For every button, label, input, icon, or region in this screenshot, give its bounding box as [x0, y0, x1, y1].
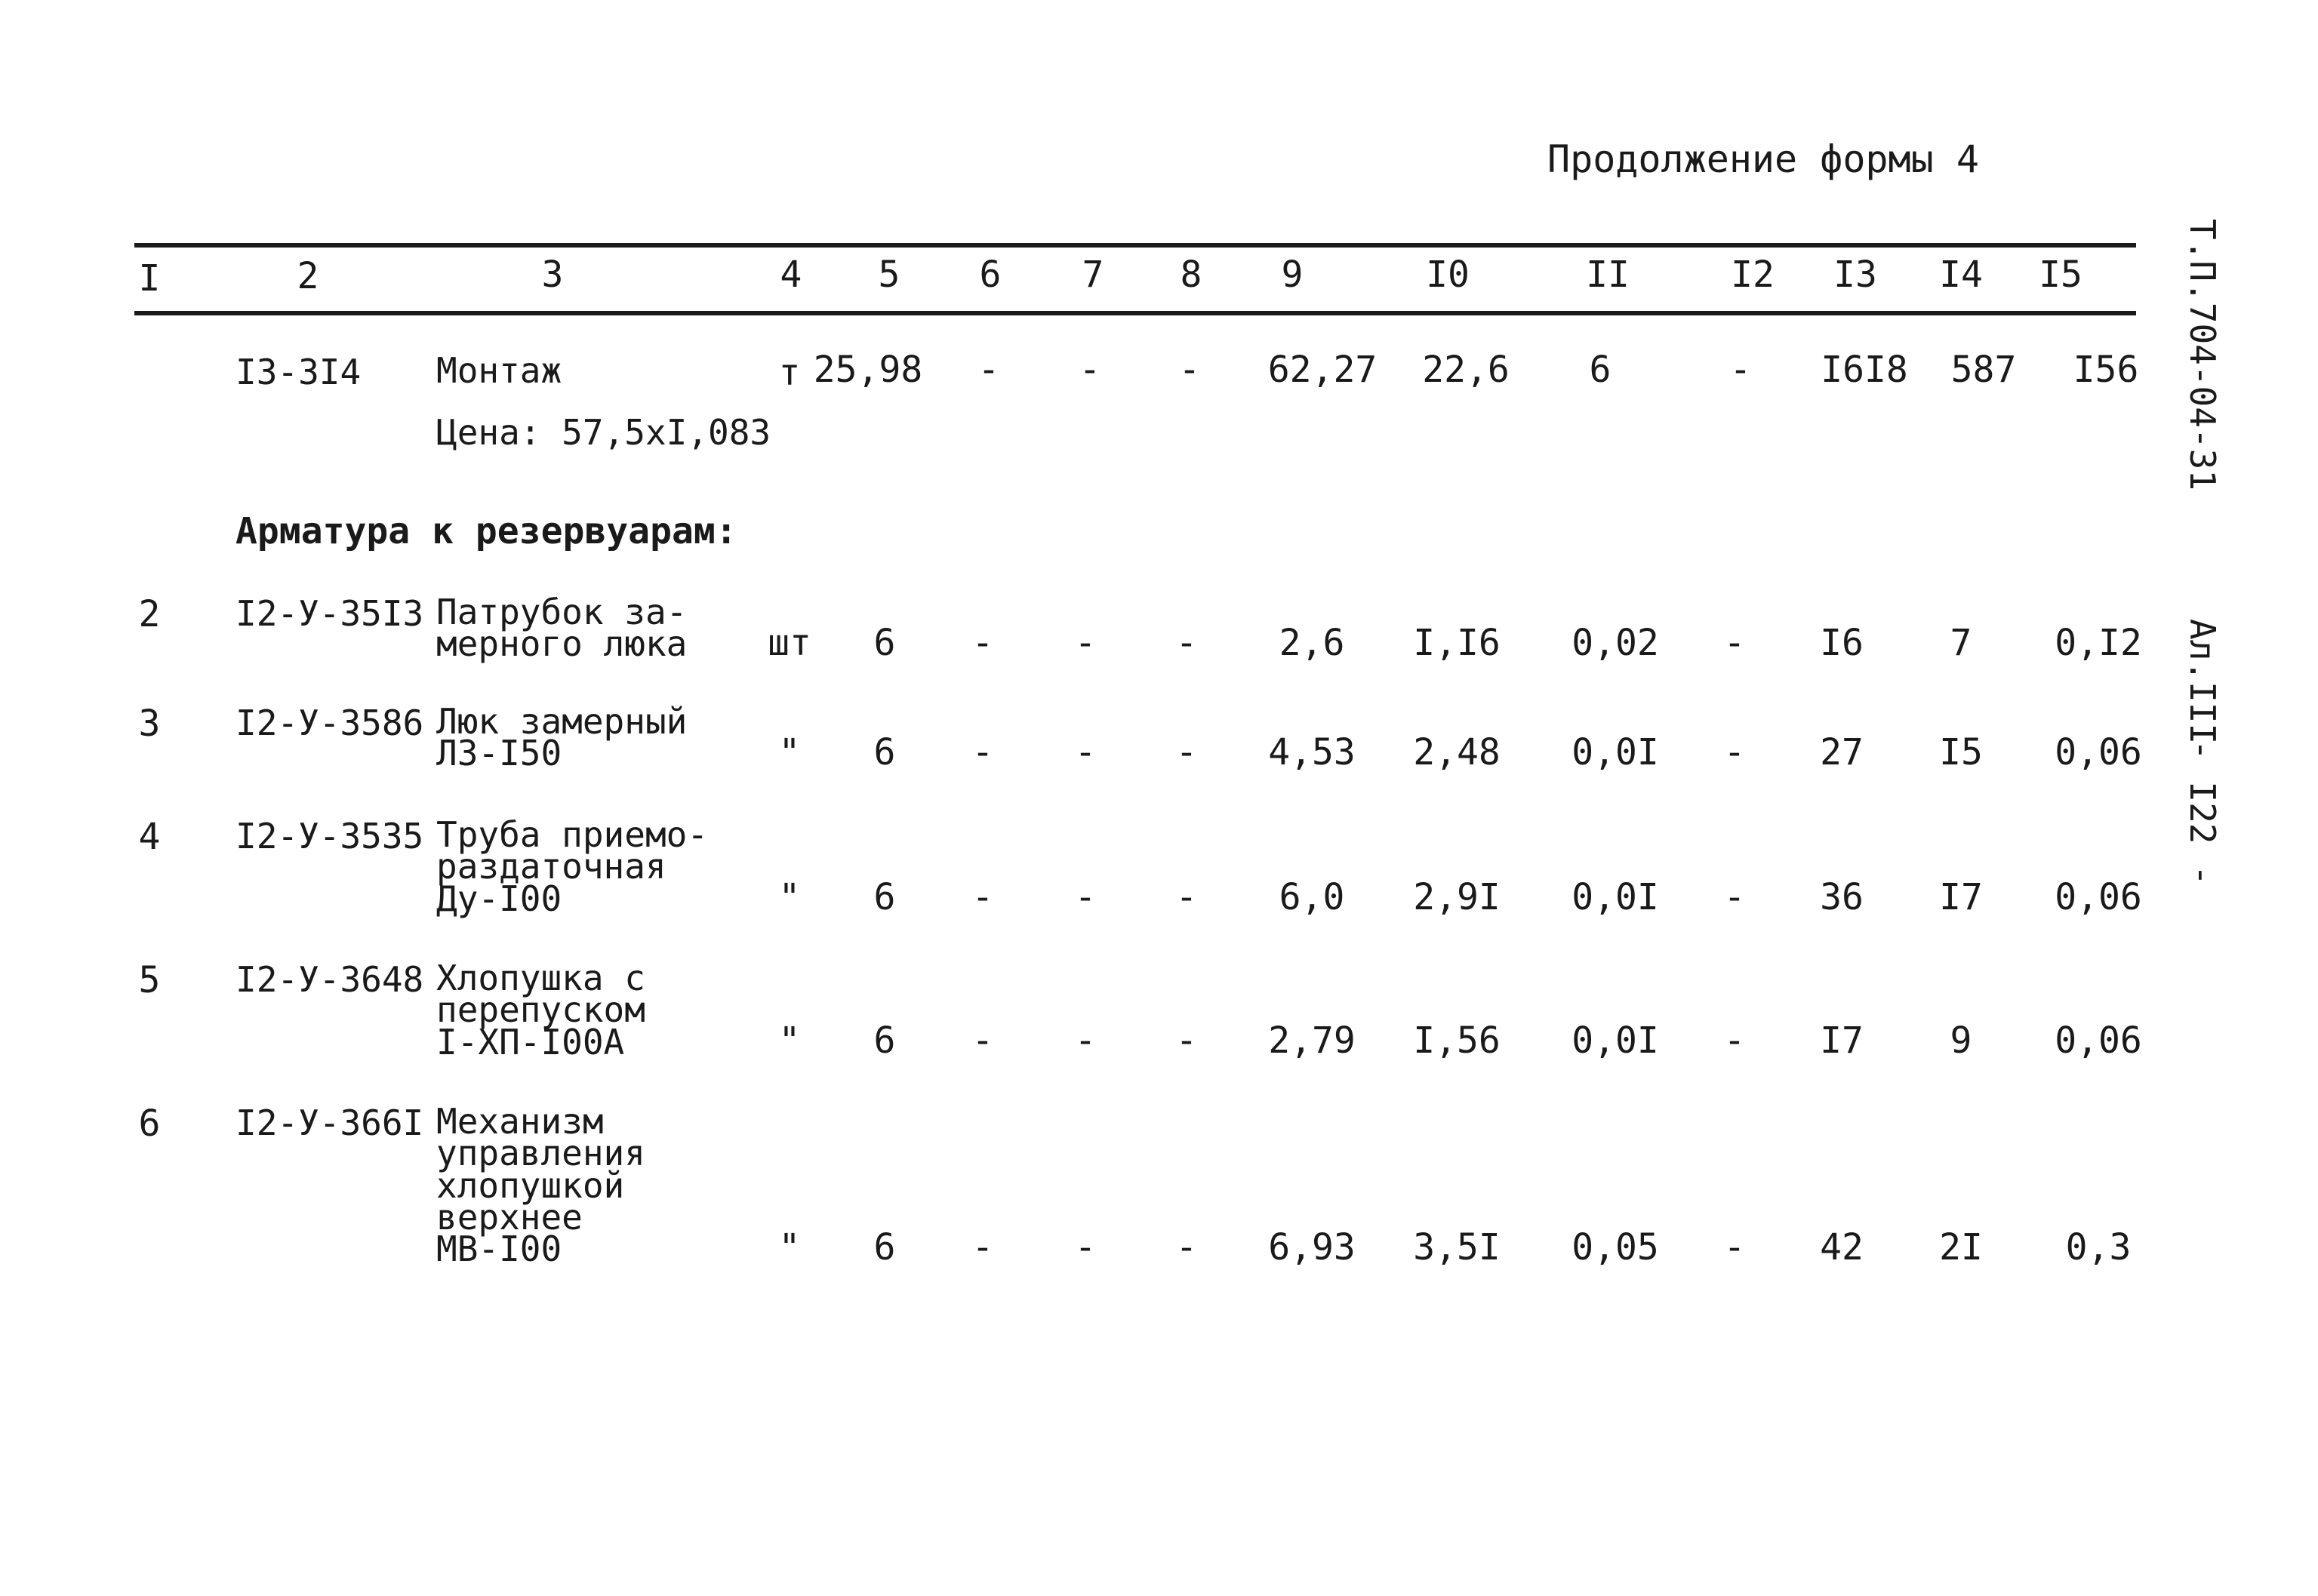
- column-number: II: [1586, 254, 1630, 296]
- row-number: 5: [138, 959, 161, 1001]
- side-page-number: - I22 -: [2182, 740, 2223, 886]
- header-bottom-rule: [134, 311, 2136, 315]
- column-number: I5: [2039, 254, 2083, 296]
- continuation-caption: Продолжение формы 4: [1547, 137, 1979, 181]
- item-name: Труба приемо- раздаточная Ду-I00: [436, 814, 709, 919]
- work-name: Монтаж: [436, 350, 562, 391]
- section-title: Арматура к резервуарам:: [235, 510, 737, 552]
- cell-11: 6: [1589, 349, 1612, 391]
- cell-14: 2I: [1939, 1226, 1983, 1268]
- unit: ": [778, 731, 801, 773]
- column-number: I4: [1939, 254, 1983, 296]
- cell-7: -: [1074, 1226, 1097, 1268]
- cell-15: 0,06: [2055, 731, 2142, 773]
- cell-12: -: [1723, 1019, 1746, 1062]
- cell-13: 27: [1820, 731, 1864, 773]
- column-number: I3: [1833, 254, 1877, 296]
- cell-8: -: [1175, 876, 1198, 918]
- cell-10: 2,48: [1413, 731, 1501, 773]
- cell-15: 0,3: [2065, 1226, 2132, 1268]
- column-number: 9: [1281, 254, 1304, 296]
- cell-13: I6I8: [1821, 349, 1908, 391]
- cell-10: I,I6: [1413, 622, 1501, 664]
- row-number: 2: [138, 593, 161, 635]
- header-top-rule: [134, 243, 2136, 248]
- cell-6: -: [977, 349, 1000, 391]
- cell-14: 7: [1950, 622, 1972, 664]
- norm-code: I2-У-3535: [235, 816, 424, 856]
- column-number: 3: [541, 254, 564, 296]
- cell-9: 62,27: [1267, 349, 1378, 391]
- unit: ": [778, 1019, 801, 1062]
- column-number: 2: [297, 255, 319, 297]
- cell-12: -: [1723, 731, 1746, 773]
- column-number: 6: [979, 254, 1002, 296]
- quantity: 6: [873, 1019, 896, 1062]
- cell-8: -: [1175, 731, 1198, 773]
- unit: шт: [768, 622, 811, 664]
- cell-13: 42: [1820, 1226, 1864, 1268]
- item-name: Патрубок за- мерного люка: [436, 592, 688, 665]
- cell-9: 2,6: [1279, 622, 1345, 664]
- cell-15: 0,I2: [2055, 622, 2142, 664]
- unit: т: [778, 352, 801, 394]
- cell-7: -: [1074, 876, 1097, 918]
- column-number: 4: [780, 254, 802, 296]
- cell-8: -: [1175, 622, 1198, 664]
- cell-10: 22,6: [1422, 349, 1510, 391]
- column-number: I0: [1426, 254, 1470, 296]
- unit: ": [778, 876, 801, 918]
- column-number: 8: [1180, 254, 1202, 296]
- row-number: 4: [138, 816, 161, 858]
- cell-6: -: [971, 731, 994, 773]
- cell-14: I7: [1939, 876, 1983, 918]
- quantity: 6: [873, 731, 896, 773]
- column-number: I: [138, 257, 161, 300]
- cell-14: 9: [1950, 1019, 1972, 1062]
- cell-11: 0,05: [1571, 1226, 1659, 1268]
- cell-15: 0,06: [2055, 1019, 2142, 1062]
- cell-12: -: [1723, 622, 1746, 664]
- cell-12: -: [1723, 876, 1746, 918]
- cell-11: 0,0I: [1571, 876, 1659, 918]
- cell-15: I56: [2073, 349, 2139, 391]
- cell-8: -: [1178, 349, 1201, 391]
- row-number: 3: [138, 703, 161, 745]
- cell-9: 6,0: [1279, 876, 1345, 918]
- cell-8: -: [1175, 1226, 1198, 1268]
- cell-11: 0,0I: [1571, 1019, 1659, 1062]
- cell-7: -: [1074, 1019, 1097, 1062]
- cell-7: -: [1074, 622, 1097, 664]
- norm-code: I2-У-366I: [235, 1102, 424, 1143]
- unit: ": [778, 1226, 801, 1268]
- cell-9: 6,93: [1268, 1226, 1356, 1268]
- cell-6: -: [971, 622, 994, 664]
- side-document-code: Т.П.704-04-31: [2182, 219, 2223, 491]
- cell-10: 3,5I: [1413, 1226, 1501, 1268]
- cell-10: I,56: [1413, 1019, 1501, 1062]
- cell-12: -: [1729, 349, 1752, 391]
- cell-11: 0,02: [1571, 622, 1659, 664]
- cell-8: -: [1175, 1019, 1198, 1062]
- cell-14: 587: [1950, 349, 2017, 391]
- quantity: 6: [873, 1226, 896, 1268]
- norm-code: I2-У-35I3: [235, 593, 424, 634]
- cell-13: I6: [1820, 622, 1864, 664]
- column-number: 7: [1082, 254, 1104, 296]
- side-album-mark: Ал.III: [2182, 619, 2223, 745]
- norm-code: I2-У-3586: [235, 703, 424, 743]
- cell-9: 4,53: [1268, 731, 1356, 773]
- column-number: 5: [878, 254, 900, 296]
- cell-7: -: [1079, 349, 1101, 391]
- cell-13: 36: [1820, 876, 1864, 918]
- column-number: I2: [1731, 254, 1775, 296]
- quantity: 25,98: [813, 349, 923, 391]
- cell-14: I5: [1939, 731, 1983, 773]
- quantity: 6: [873, 622, 896, 664]
- cell-12: -: [1723, 1226, 1746, 1268]
- quantity: 6: [873, 876, 896, 918]
- norm-code: I3-3I4: [235, 352, 362, 392]
- price-note: Цена: 57,5хI,083: [436, 412, 771, 453]
- cell-10: 2,9I: [1413, 876, 1501, 918]
- row-number: 6: [138, 1102, 161, 1145]
- cell-15: 0,06: [2055, 876, 2142, 918]
- item-name: Механизм управления хлопушкой верхнее МВ-I00: [436, 1101, 645, 1270]
- cell-13: I7: [1820, 1019, 1864, 1062]
- cell-7: -: [1074, 731, 1097, 773]
- item-name: Хлопушка с перепуском I-ХП-I00А: [436, 958, 645, 1062]
- cell-9: 2,79: [1268, 1019, 1356, 1062]
- cell-6: -: [971, 1226, 994, 1268]
- cell-11: 0,0I: [1571, 731, 1659, 773]
- norm-code: I2-У-3648: [235, 959, 424, 1000]
- cell-6: -: [971, 876, 994, 918]
- item-name: Люк замерный ЛЗ-I50: [436, 701, 688, 774]
- cell-6: -: [971, 1019, 994, 1062]
